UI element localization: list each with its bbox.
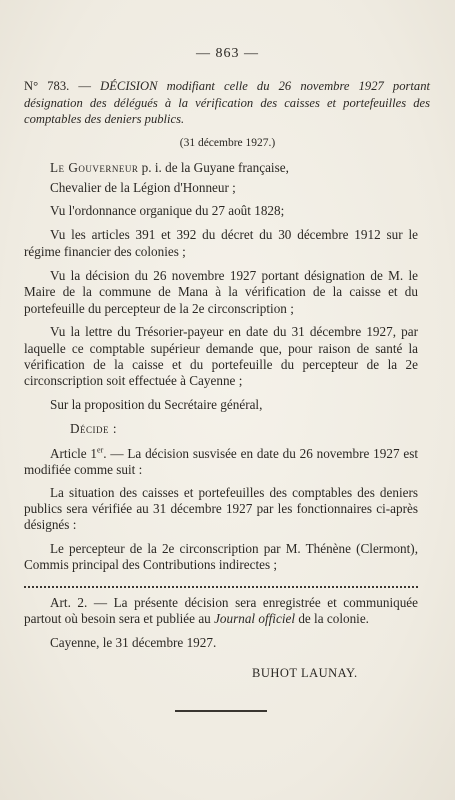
article-2-label: Art. 2. xyxy=(50,594,88,610)
journal-officiel: Journal officiel xyxy=(214,610,296,626)
decision-heading xyxy=(24,78,430,128)
decide-heading: Décide : xyxy=(70,421,117,437)
article-1-label: Article 1 xyxy=(50,445,98,461)
vu-decision: Vu la décision du 26 novembre 1927 portant désignation de M. le Maire de la commune de Mana à la vérification de la caisse et du portefeuille du percepteur de la 2e circonscription ; xyxy=(24,268,418,316)
vu-ordonnance: Vu l'ordonnance organique du 27 août 1828; xyxy=(50,202,285,218)
article-2 xyxy=(24,595,418,628)
article-1 xyxy=(24,446,418,479)
gouverneur-line xyxy=(24,160,418,176)
sur-proposition: Sur la proposition du Secrétaire général, xyxy=(50,396,263,412)
situation-paragraph: La situation des caisses et portefeuilles des comptables des deniers publics sera vérifiée au 31 décembre 1927 par les fonctionnaires ci-après désignés : xyxy=(24,484,418,533)
decision-title: modifiant celle du 26 novembre 1927 portant désignation des délégués à la vérification des caisses et portefeuilles des comptables des deniers publics. xyxy=(24,79,431,126)
article-2-end: de la colonie. xyxy=(298,610,369,626)
article-2-text: — La présente décision sera enregistrée et communiquée partout où besoin sera et publiée au xyxy=(24,594,419,626)
percepteur-paragraph: Le percepteur de la 2e circonscription par M. Thénène (Clermont), Commis principal des Contributions indirectes ; xyxy=(24,540,418,573)
closing-rule xyxy=(175,710,267,712)
vu-articles: Vu les articles 391 et 392 du décret du 30 décembre 1912 sur le régime financier des colonies ; xyxy=(24,227,418,259)
gouverneur-rest: p. i. de la Guyane française, xyxy=(141,160,289,175)
article-1-sup: er xyxy=(97,445,104,455)
chevalier-line: Chevalier de la Légion d'Honneur ; xyxy=(50,180,236,196)
decision-body xyxy=(24,158,418,652)
decision-title-word: DÉCISION xyxy=(100,79,158,93)
cayenne-date: Cayenne, le 31 décembre 1927. xyxy=(50,635,217,651)
vu-lettre: Vu la lettre du Trésorier-payeur en date du 31 décembre 1927, par laquelle ce comptable supérieur demande que, pour raison de santé la vérification de la caisse et du portefeuille du percepteur de la 2e circonscription soit effectuée à Cayenne ; xyxy=(24,324,418,389)
gouverneur-prefix: Le Gouverneur xyxy=(50,160,139,175)
article-1-text: . — La décision susvisée en date du 26 novembre 1927 est modifiée comme suit : xyxy=(24,445,418,478)
decision-date: (31 décembre 1927.) xyxy=(179,137,276,149)
signature: BUHOT LAUNAY. xyxy=(252,666,358,680)
decision-number: N° 783. — xyxy=(24,79,91,93)
page-number: — 863 — xyxy=(196,46,259,61)
dotted-separator xyxy=(24,576,418,588)
